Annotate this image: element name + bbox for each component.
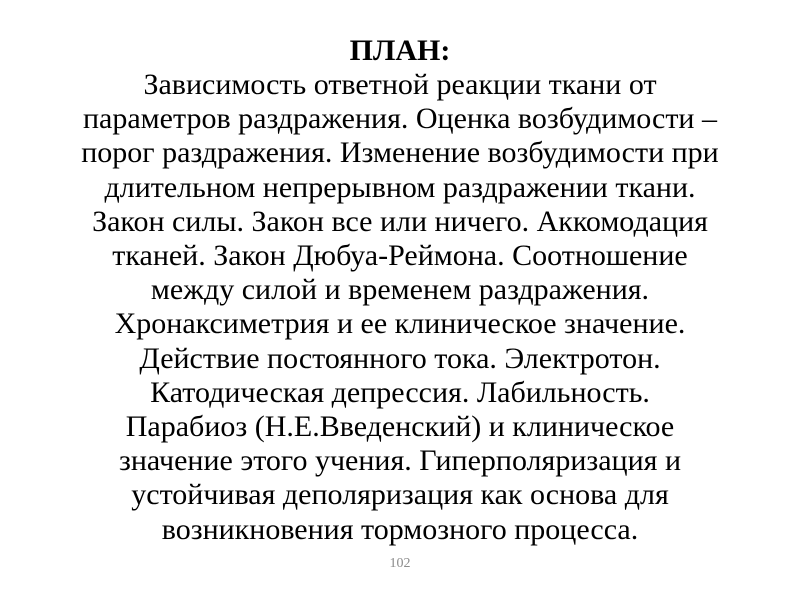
plan-text-line: Хронаксиметрия и ее клиническое значение. [114, 307, 686, 341]
plan-text-line: Действие постоянного тока. Электротон. [139, 341, 661, 375]
plan-text-line: Парабиоз (Н.Е.Введенский) и клиническое [125, 410, 675, 444]
plan-text-line: тканей. Закон Дюбуа-Реймона. Соотношение [112, 239, 688, 273]
plan-text-line: возникновения тормозного процесса. [161, 512, 639, 546]
plan-text-line: параметров раздражения. Оценка возбудимости – [83, 102, 717, 136]
page-number: 102 [389, 556, 411, 571]
plan-text [20, 68, 780, 547]
plan-text-line: Зависимость ответной реакции ткани от [143, 68, 657, 101]
plan-text-line: длительном непрерывном раздражении ткани. [104, 170, 696, 204]
plan-text-line: порог раздражения. Изменение возбудимости при [81, 136, 719, 170]
plan-text-line: Закон силы. Закон все или ничего. Аккомодация [92, 204, 708, 238]
plan-heading: ПЛАН: [349, 34, 451, 67]
plan-text-line: между силой и временем раздражения. [150, 273, 650, 307]
plan-text-line: Катодическая депрессия. Лабильность. [150, 375, 650, 409]
plan-text-line: значение этого учения. Гиперполяризация и [118, 444, 682, 478]
plan-text-line: устойчивая деполяризация как основа для [131, 478, 669, 512]
